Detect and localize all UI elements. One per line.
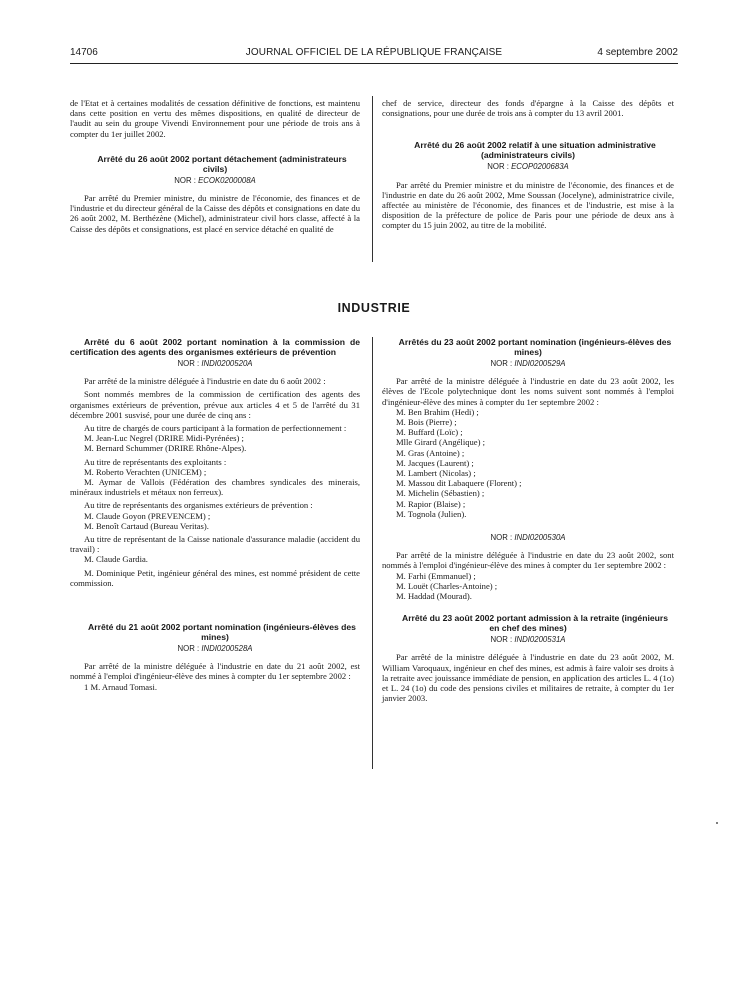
list-item: M. Michelin (Sébastien) ; (396, 488, 485, 499)
issue-date: 4 septembre 2002 (597, 47, 678, 58)
decree-paragraph: Au titre de représentant de la Caisse nationale d'assurance maladie (accident du travail) : (70, 534, 360, 555)
scan-speck (716, 822, 718, 824)
member-name: M. Roberto Verachten (UNICEM) ; (84, 466, 207, 477)
decree-paragraph: Au titre de chargés de cours participant à la formation de perfectionnement : (84, 423, 347, 434)
decree-body: Par arrêté du Premier ministre et du ministre de l'économie, des finances et de l'industrie en date du 26 août 2002, Mme Soussan (Jocelyne), administratrice civile, affectée au ministère de l'économie, des finances et de l'industrie, est mise à la disposition de la préfecture de police de Paris pour une période de deux ans à compter du 15 juin 2002, au titre de la mobilité. (382, 179, 674, 231)
list-item: M. Rapior (Blaise) ; (396, 498, 466, 509)
decree-paragraph: Par arrêté de la ministre déléguée à l'industrie en date du 23 août 2002, M. William Varoquaux, ingénieur en chef des mines, est admis à faire valoir ses droits à la retraite avec jouissance immédiate de pension, en application des articles L. 4 (1o) et L. 24 (1o) du code des pensions civiles et militaires de retraite, à compter du 1er janvier 2003. (382, 652, 674, 704)
decree-paragraph: M. Dominique Petit, ingénieur général des mines, est nommé président de cette commission. (70, 567, 360, 588)
member-name: M. Aymar de Vallois (Fédération des chambres syndicales des minerais, minéraux industriels et métaux non ferreux). (70, 477, 360, 498)
page-number: 14706 (70, 47, 98, 58)
list-item: M. Haddad (Mourad). (396, 591, 472, 602)
nor-reference: NOR : INDI0200530A (490, 533, 566, 543)
decree-paragraph: Par arrêté de la ministre déléguée à l'industrie en date du 23 août 2002, les élèves de l'Ecole polytechnique dont les noms suivent sont nommés à l'emploi d'ingénieur-élève des mines à compter du 1er septembre 2002 : (382, 376, 674, 407)
top-left-column (70, 98, 360, 234)
list-item: M. Ben Brahim (Hedi) ; (396, 406, 479, 417)
list-item: M. Jacques (Laurent) ; (396, 457, 474, 468)
continued-text: de l'Etat et à certaines modalités de cessation définitive de fonctions, est maintenu dans cette position en vertu des mêmes dispositions, en qualité de directeur de l'audit au sein du groupe Vivendi Environnement pour une période de trois ans à compter du 1er juillet 2002. (70, 98, 360, 139)
list-item: Mlle Girard (Angélique) ; (396, 437, 486, 448)
nor-reference: NOR : INDI0200529A (490, 359, 566, 368)
decree-paragraph: Au titre de représentants des exploitants : (84, 456, 227, 467)
decree-title: Arrêté du 6 août 2002 portant nomination à la commission de certification des agents des organismes extérieurs de prévention (70, 337, 360, 357)
column-separator (372, 96, 373, 262)
decree-paragraph: Par arrêté de la ministre déléguée à l'industrie en date du 6 août 2002 : (84, 376, 326, 387)
list-item: M. Louët (Charles-Antoine) ; (396, 580, 498, 591)
decree-body: Par arrêté du Premier ministre, du ministre de l'économie, des finances et de l'industrie et du directeur général de la Caisse des dépôts et consignations en date du 26 août 2002, M. Berthézène (Michel), administrateur civil hors classe, affecté à la Caisse des dépôts et consignations, est placé en service détaché en qualité de (70, 193, 360, 234)
decree-title: Arrêté du 21 août 2002 portant nomination (ingénieurs-élèves des mines) (88, 622, 356, 643)
names-list (382, 571, 674, 602)
member-name: M. Benoît Cartaud (Bureau Veritas). (84, 520, 209, 531)
list-item: M. Gras (Antoine) ; (396, 447, 465, 458)
member-name: M. Claude Gardia. (84, 554, 148, 565)
top-right-column (382, 98, 674, 231)
nor-reference: NOR : INDI0200531A (490, 635, 566, 645)
continued-text: chef de service, directeur des fonds d'épargne à la Caisse des dépôts et consignations, pour une durée de trois ans à compter du 13 avril 2001. (382, 98, 674, 119)
list-item: M. Tognola (Julien). (396, 508, 467, 519)
decree-paragraph: Au titre de représentants des organismes extérieurs de prévention : (84, 500, 313, 511)
names-list (382, 407, 674, 519)
member-name: 1 M. Arnaud Tomasi. (84, 681, 157, 692)
decree-title: Arrêté du 26 août 2002 relatif à une situation administrative (administrateurs civils) (414, 140, 656, 161)
column-separator (372, 337, 373, 769)
nor-reference: NOR : ECOP0200683A (487, 162, 569, 172)
list-item: M. Massou dit Labaquere (Florent) ; (396, 478, 522, 489)
nor-reference: NOR : ECOK0200008A (174, 175, 256, 185)
decree-title: Arrêté du 26 août 2002 portant détachement (administrateurs civils) (97, 153, 347, 174)
decree-paragraph: Par arrêté de la ministre déléguée à l'industrie en date du 23 août 2002, sont nommés à l'emploi d'ingénieur-élève des mines à compter du 1er septembre 2002 : (382, 550, 674, 571)
header-rule (70, 63, 678, 64)
section-heading: INDUSTRIE (337, 301, 411, 315)
industrie-left-column (70, 337, 360, 692)
list-item: M. Buffard (Loïc) ; (396, 427, 463, 438)
industrie-right-column (382, 337, 674, 703)
member-name: M. Bernard Schummer (DRIRE Rhône-Alpes). (84, 443, 247, 454)
decree-paragraph: Par arrêté de la ministre déléguée à l'industrie en date du 21 août 2002, est nommé à l'emploi d'ingénieur-élève des mines à compter du 1er septembre 2002 : (70, 661, 360, 682)
list-item: M. Bois (Pierre) ; (396, 417, 457, 428)
list-item: M. Lambert (Nicolas) ; (396, 468, 476, 479)
nor-reference: NOR : INDI0200528A (177, 644, 253, 654)
member-name: M. Claude Goyon (PREVENCEM) ; (84, 510, 211, 521)
decree-title: Arrêtés du 23 août 2002 portant nomination (ingénieurs-élèves des mines) (398, 337, 672, 357)
journal-title: JOURNAL OFFICIEL DE LA RÉPUBLIQUE FRANÇAISE (245, 47, 503, 58)
nor-reference: NOR : INDI0200520A (177, 359, 253, 368)
member-name: M. Jean-Luc Negrel (DRIRE Midi-Pyrénées) ; (84, 433, 244, 444)
decree-paragraph: Sont nommés membres de la commission de certification des agents des organismes extérieurs de prévention, prévue aux articles 4 et 5 de l'arrêté du 31 décembre 2001 susvisé, pour une durée de cinq ans : (70, 389, 360, 420)
list-item: M. Farhi (Emmanuel) ; (396, 570, 476, 581)
decree-title: Arrêté du 23 août 2002 portant admission à la retraite (ingénieurs en chef des mines) (401, 613, 668, 634)
page-header (70, 47, 678, 61)
